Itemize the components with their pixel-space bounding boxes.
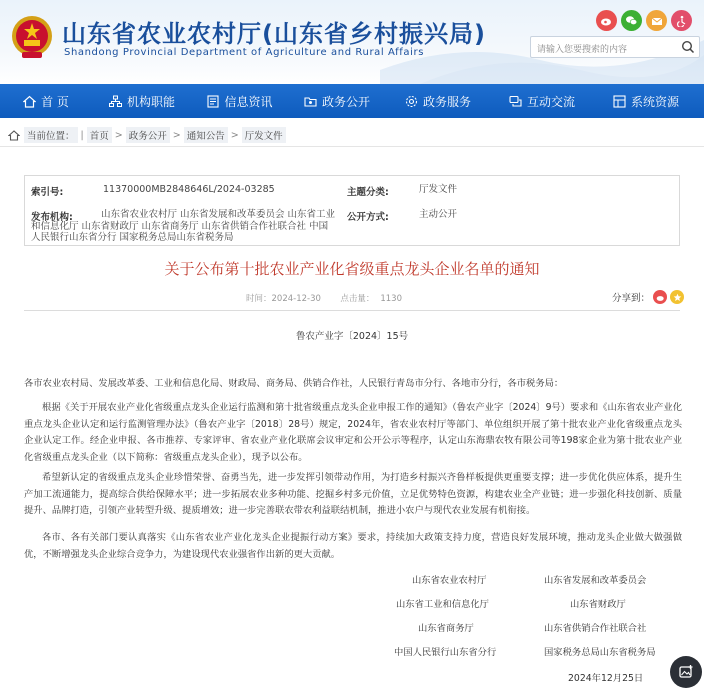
share-label: 分享到：	[612, 293, 651, 304]
accessibility-icon[interactable]	[671, 10, 692, 31]
document-date: 2024年12月25日	[568, 673, 644, 684]
nav-item-gov-service[interactable]	[386, 84, 490, 118]
site-header	[0, 0, 704, 84]
signature-commerce: 山东省商务厅	[418, 623, 474, 634]
index-value: 11370000MB2848646L/2024-03285	[103, 184, 275, 195]
time-label: 时间：	[246, 294, 272, 304]
nav-label: 信息资讯	[224, 94, 273, 109]
main-nav	[0, 84, 704, 118]
breadcrumb-dept-docs[interactable]: 厅发文件	[242, 127, 286, 143]
home-icon	[8, 130, 20, 141]
nav-item-gov-open[interactable]	[288, 84, 386, 118]
nav-label: 政务服务	[422, 94, 471, 109]
index-label: 索引号:	[31, 187, 64, 198]
views-value: 1130	[380, 294, 402, 304]
breadcrumb-notices[interactable]: 通知公告	[184, 127, 228, 143]
document-number: 鲁农产业字〔2024〕15号	[295, 331, 409, 342]
org-icon	[109, 95, 122, 108]
divider	[0, 146, 704, 147]
search-icon[interactable]	[681, 40, 695, 54]
breadcrumb	[8, 127, 286, 143]
nav-label: 首 页	[41, 94, 69, 109]
document-icon	[207, 95, 219, 108]
nav-item-news[interactable]	[192, 84, 288, 118]
breadcrumb-separator: >	[172, 129, 181, 141]
article-paragraph-basis: 根据《关于开展农业产业化省级重点龙头企业运行监测和第十批省级重点龙头企业申报工作的通知》（鲁农产业字〔2024〕9号）要求和《山东省农业产业化重点龙头企业认定和运行监测管理办法》（鲁农产业字〔2018〕28号）规定，2024年，省农业农村厅等部门、单位组织开展了第十批农业产业化省级重点龙头企业认定工作。经企业申报、各市推荐、专家评审、省农业产业化联席会议审定和公开公示等程序，认定山东海鼎农牧有限公司等198家企业为第十批农业产业化省级重点龙头企业（以下简称：省级重点龙头企业），现予以公布。	[24, 402, 682, 463]
nav-item-system-resources[interactable]	[594, 84, 698, 118]
search-box	[530, 36, 700, 58]
nav-item-org[interactable]	[92, 84, 192, 118]
mail-icon[interactable]	[646, 10, 667, 31]
top-icon-bar	[596, 10, 692, 31]
weibo-icon[interactable]	[596, 10, 617, 31]
document-meta-table	[24, 175, 680, 246]
share-bar	[612, 290, 684, 304]
views-label: 点击量：	[340, 294, 375, 304]
share-weibo-icon[interactable]	[653, 290, 667, 304]
home-icon	[23, 95, 36, 108]
nav-label: 政务公开	[321, 94, 370, 109]
chat-icon	[509, 95, 522, 108]
national-emblem-icon	[10, 12, 54, 62]
signature-industry-it: 山东省工业和信息化厅	[396, 599, 489, 610]
issuer-value: 山东省农业农村厅 山东省发展和改革委员会 山东省工业和信息化厅 山东省财政厅 山东省商务厅 山东省供销合作社联合社 中国人民银行山东省分行 国家税务总局山东省税务局	[31, 209, 336, 243]
nav-label: 机构职能	[126, 94, 175, 109]
signature-agriculture-dept: 山东省农业农村厅	[412, 575, 487, 586]
site-title[interactable]: 山东省农业农村厅(山东省乡村振兴局)	[62, 20, 486, 48]
article-title: 关于公布第十批农业产业化省级重点龙头企业名单的通知	[164, 260, 540, 278]
floating-action-button[interactable]	[670, 656, 702, 688]
issuer-label: 发布机构:	[31, 212, 73, 223]
mode-label: 公开方式:	[347, 212, 389, 223]
gear-icon	[405, 95, 418, 108]
article-info	[246, 292, 402, 304]
site-subtitle: Shandong Provincial Department of Agriculture and Rural Affairs	[64, 47, 425, 58]
category-value: 厅发文件	[419, 184, 458, 195]
search-input[interactable]	[531, 40, 671, 60]
signature-tax-bureau: 国家税务总局山东省税务局	[544, 647, 656, 658]
article-divider	[24, 310, 680, 311]
time-value: 2024-12-30	[271, 294, 321, 304]
category-label: 主题分类:	[347, 187, 389, 198]
article-paragraph-requirements: 各市、各有关部门要认真落实《山东省农业产业化龙头企业提振行动方案》要求，持续加大政策支持力度，营造良好发展环境，推动龙头企业做大做强做优，不断增强龙头企业综合竞争力，为建设现代农业强省作出新的更大贡献。	[24, 532, 682, 560]
article-paragraph-expectations: 希望新认定的省级重点龙头企业珍惜荣誉、奋勇当先，进一步发挥引领带动作用，为打造乡村振兴齐鲁样板提供更重要支撑；进一步优化供应体系，提升生产加工流通能力，提高综合供给保障水平；进一步拓展农业多种功能、挖掘乡村多元价值，立足优势特色资源，构建农业全产业链；进一步强化科技创新、质量提升、品牌打造，引领产业转型升级、提质增效；进一步完善联农带农利益联结机制，推进小农户与现代农业发展有机衔接。	[24, 472, 682, 516]
nav-item-interaction[interactable]	[490, 84, 594, 118]
signature-finance: 山东省财政厅	[570, 599, 626, 610]
breadcrumb-separator: |	[80, 129, 84, 141]
nav-item-home[interactable]	[0, 84, 92, 118]
breadcrumb-prefix: 当前位置：	[24, 127, 78, 143]
signature-development-reform: 山东省发展和改革委员会	[544, 575, 647, 586]
breadcrumb-home[interactable]: 首页	[87, 127, 112, 143]
signature-pboc: 中国人民银行山东省分行	[394, 647, 497, 658]
wechat-icon[interactable]	[621, 10, 642, 31]
folder-icon	[304, 95, 317, 107]
breadcrumb-separator: >	[114, 129, 123, 141]
signature-supply-coop: 山东省供销合作社联合社	[544, 623, 647, 634]
share-qzone-icon[interactable]	[670, 290, 684, 304]
image-share-icon	[678, 664, 694, 680]
nav-label: 系统资源	[630, 94, 679, 109]
mode-value: 主动公开	[419, 209, 458, 220]
nav-label: 互动交流	[526, 94, 575, 109]
grid-icon	[613, 95, 626, 108]
breadcrumb-separator: >	[230, 129, 239, 141]
article-paragraph-recipients: 各市农业农村局、发展改革委、工业和信息化局、财政局、商务局、供销合作社，人民银行青岛市分行、各地市分行，各市税务局：	[24, 378, 564, 389]
breadcrumb-gov-open[interactable]: 政务公开	[126, 127, 170, 143]
